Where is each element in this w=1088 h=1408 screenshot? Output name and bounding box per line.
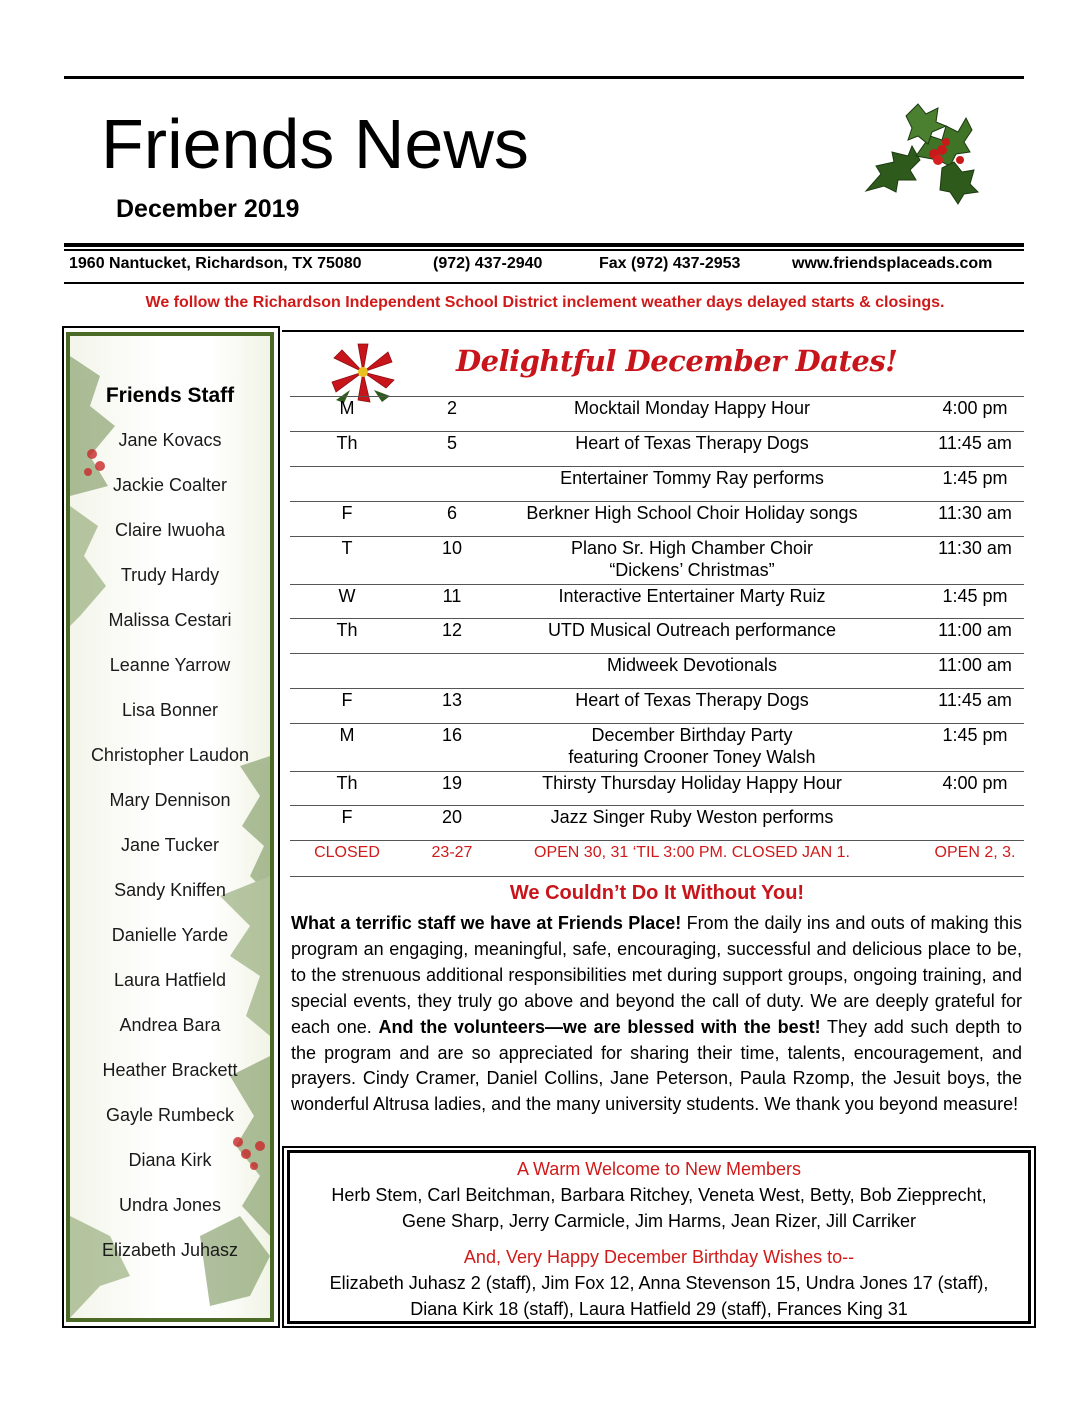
table-row: [290, 466, 1024, 501]
staff-member: Andrea Bara: [119, 1015, 221, 1035]
row-day: CLOSED: [314, 844, 380, 861]
welcome-title: A Warm Welcome to New Members: [516, 1159, 802, 1179]
staff-member: Laura Hatfield: [113, 970, 227, 990]
birthdays-line1: Elizabeth Juhasz 2 (staff), Jim Fox 12, Anna Stevenson 15, Undra Jones 17 (staff),: [329, 1273, 989, 1293]
thanks-body2: They add such depth to the program and are so appreciated for sharing their time, talents, encouragement, and prayers. Cindy Cramer, Daniel Collins, Jane Peterson, Paula Rzomp, the Jesuit boys, the wonderful Altrusa ladies, and the many university students. We thank you beyond measure!: [291, 1016, 1022, 1115]
staff-member: Malissa Cestari: [108, 610, 232, 630]
newsletter-title: Friends News: [101, 105, 529, 183]
fax: Fax (972) 437-2953: [599, 255, 741, 272]
row-date: 13: [441, 690, 463, 710]
birthday-title: And, Very Happy December Birthday Wishes to--: [463, 1247, 855, 1267]
row-time: OPEN 2, 3.: [934, 844, 1016, 861]
row-event: Midweek Devotionals: [606, 655, 778, 675]
birthdays-line2: Diana Kirk 18 (staff), Laura Hatfield 29 (staff), Frances King 31: [410, 1299, 908, 1319]
staff-member: Danielle Yarde: [111, 925, 229, 945]
issue-date: December 2019: [116, 195, 300, 223]
row-date: 10: [441, 538, 463, 558]
row-day: W: [338, 586, 356, 606]
staff-sidebar: [66, 332, 274, 1322]
table-row: [290, 840, 1024, 876]
row-event: Mocktail Monday Happy Hour: [573, 398, 811, 418]
staff-member: Mary Dennison: [109, 790, 231, 810]
staff-member: Jane Tucker: [120, 835, 220, 855]
table-row: [290, 688, 1024, 723]
staff-member: Heather Brackett: [102, 1060, 238, 1080]
staff-member: Lisa Bonner: [121, 700, 219, 720]
row-event: Berkner High School Choir Holiday songs: [526, 503, 858, 523]
row-event: Jazz Singer Ruby Weston performs: [550, 807, 834, 827]
row-time: 11:00 am: [938, 655, 1012, 675]
table-row: [290, 618, 1024, 653]
table-row: [290, 771, 1024, 805]
staff-member: Jackie Coalter: [112, 475, 228, 495]
thanks-paragraph: [291, 911, 1022, 1118]
new-members-line2: Gene Sharp, Jerry Carmicle, Jim Harms, Jean Rizer, Jill Carriker: [401, 1211, 917, 1231]
thanks-body1: From the daily ins and outs of making this program an engaging, meaningful, safe, encouraging, successful and delicious place to be, to the strenuous additional responsibilities met during support groups, ongoing training, and special events, they truly go above and beyond the call of duty. We are deeply grateful for each one.: [291, 913, 1022, 1037]
website[interactable]: www.friendsplaceads.com: [792, 255, 993, 272]
staff-member: Jane Kovacs: [118, 430, 222, 450]
table-row: [290, 805, 1024, 840]
row-time: 4:00 pm: [942, 398, 1008, 418]
holly-icon: [846, 96, 986, 216]
row-day: M: [339, 398, 355, 418]
staff-member: Leanne Yarrow: [109, 655, 231, 675]
table-row: [290, 653, 1024, 688]
staff-member: Trudy Hardy: [120, 565, 220, 585]
phone: (972) 437-2940: [433, 255, 543, 272]
table-rule: [290, 876, 1024, 877]
header-rule-thick: [64, 243, 1024, 247]
address: 1960 Nantucket, Richardson, TX 75080: [69, 255, 362, 272]
row-date: 23-27: [431, 844, 473, 861]
staff-member: Christopher Laudon: [90, 745, 250, 765]
row-time: 11:45 am: [938, 690, 1012, 710]
row-date: 6: [446, 503, 457, 523]
row-event: Heart of Texas Therapy Dogs: [575, 433, 809, 453]
row-time: 1:45 pm: [942, 586, 1008, 606]
table-row: [290, 584, 1024, 618]
row-date: 12: [441, 620, 463, 640]
staff-member: Sandy Kniffen: [114, 880, 226, 900]
poinsettia-icon: [330, 340, 396, 404]
row-date: 20: [441, 807, 463, 827]
staff-member: Diana Kirk: [128, 1150, 212, 1170]
row-date: 11: [442, 586, 462, 606]
table-row: [290, 723, 1024, 771]
table-row: [290, 431, 1024, 466]
row-time: 11:45 am: [938, 433, 1012, 453]
row-event: Interactive Entertainer Marty Ruiz: [558, 586, 826, 606]
row-event-line2: “Dickens’ Christmas”: [609, 560, 775, 580]
row-day: M: [339, 725, 355, 745]
row-day: F: [341, 503, 353, 523]
row-date: 16: [441, 725, 463, 745]
row-day: Th: [336, 433, 358, 453]
table-row: [290, 501, 1024, 536]
header-rule-thin: [64, 249, 1024, 251]
row-event: Plano Sr. High Chamber Choir: [570, 538, 814, 558]
row-day: Th: [336, 620, 358, 640]
thanks-lead: What a terrific staff we have at Friends Place!: [291, 913, 682, 933]
row-time: 11:00 am: [938, 620, 1012, 640]
top-rule: [64, 76, 1024, 79]
row-time: 1:45 pm: [942, 468, 1008, 488]
row-time: 11:30 am: [938, 538, 1012, 558]
row-event: Entertainer Tommy Ray performs: [560, 468, 824, 488]
staff-member: Gayle Rumbeck: [105, 1105, 235, 1125]
staff-member: Elizabeth Juhasz: [101, 1240, 239, 1260]
staff-member: Undra Jones: [118, 1195, 222, 1215]
dates-title: Delightful December Dates!: [456, 344, 898, 378]
row-date: 5: [446, 433, 457, 453]
row-day: Th: [336, 773, 358, 793]
row-event: OPEN 30, 31 ‘TIL 3:00 PM. CLOSED JAN 1.: [534, 844, 850, 861]
contact-rule: [64, 282, 1024, 284]
row-date: 19: [441, 773, 463, 793]
row-date: 2: [446, 398, 457, 418]
main-top-rule: [282, 330, 1024, 332]
staff-member: Claire Iwuoha: [114, 520, 226, 540]
staff-title: Friends Staff: [105, 384, 235, 407]
row-event: December Birthday Party: [591, 725, 793, 745]
new-members-line1: Herb Stem, Carl Beitchman, Barbara Ritchey, Veneta West, Betty, Bob Ziepprecht,: [331, 1185, 987, 1205]
row-time: 4:00 pm: [942, 773, 1008, 793]
row-day: T: [341, 538, 353, 558]
thanks-volunteers: And the volunteers—we are blessed with the best!: [378, 1016, 821, 1037]
row-time: 11:30 am: [938, 503, 1012, 523]
row-event: UTD Musical Outreach performance: [547, 620, 837, 640]
thanks-title: We Couldn’t Do It Without You!: [509, 882, 805, 904]
row-event-line2: featuring Crooner Toney Walsh: [568, 747, 816, 767]
weather-notice: We follow the Richardson Independent School District inclement weather days delayed starts & closings.: [145, 294, 945, 311]
row-time: 1:45 pm: [942, 725, 1008, 745]
row-event: Heart of Texas Therapy Dogs: [575, 690, 809, 710]
row-event: Thirsty Thursday Holiday Happy Hour: [542, 773, 842, 793]
row-day: F: [341, 690, 353, 710]
table-row: [290, 536, 1024, 584]
row-day: F: [341, 807, 353, 827]
table-row: [290, 396, 1024, 431]
